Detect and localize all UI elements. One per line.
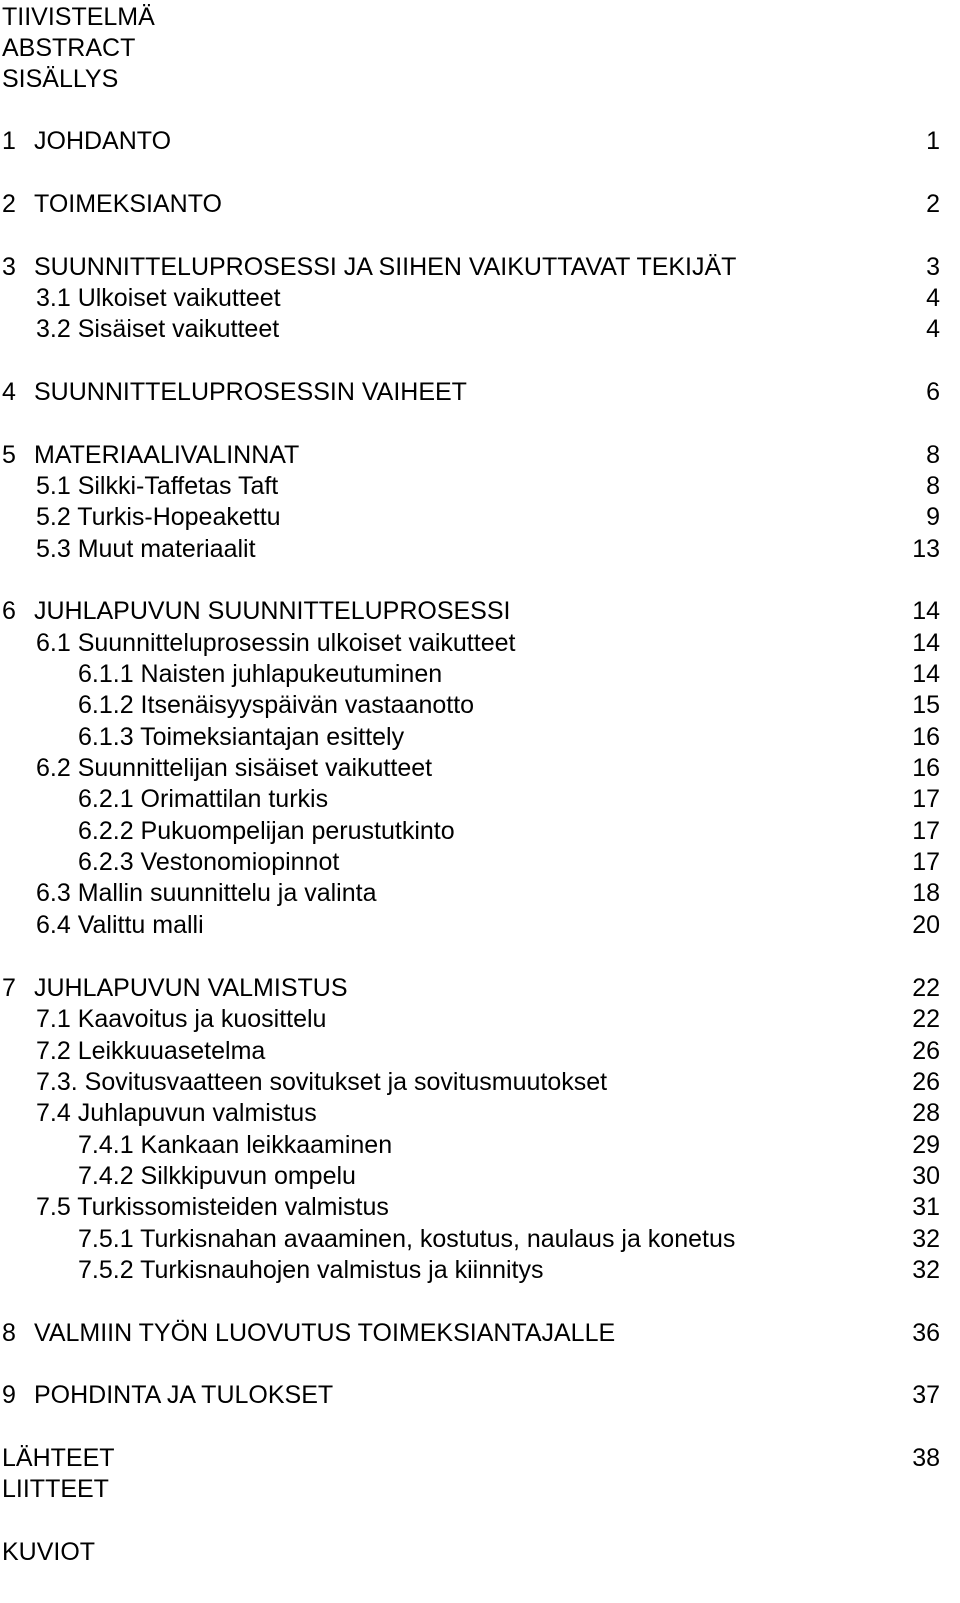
heading-appendices (0, 1472, 960, 1506)
toc-entry-label: 7.4.1 Kankaan leikkaaminen (78, 1131, 393, 1159)
toc-entry-2 (0, 187, 960, 221)
toc-entry-number: 3 (2, 253, 16, 281)
toc-entry-page: 9 (926, 503, 940, 531)
toc-entry-page: 1 (926, 127, 940, 155)
toc-entry-sources (0, 1441, 960, 1475)
toc-entry-label: 7.1 Kaavoitus ja kuosittelu (36, 1005, 327, 1033)
toc-entry-label: 6.1 Suunnitteluprosessin ulkoiset vaikutteet (36, 629, 516, 657)
toc-entry-label: 7.2 Leikkuuasetelma (36, 1037, 266, 1065)
toc-entry-label: 7.4 Juhlapuvun valmistus (36, 1099, 317, 1127)
toc-entry-page: 8 (926, 472, 940, 500)
toc-entry-5-2 (0, 500, 960, 534)
toc-entry-page: 4 (926, 315, 940, 343)
heading-abstract-en-text: ABSTRACT (2, 34, 136, 62)
toc-entry-page: 20 (912, 911, 940, 939)
toc-entry-title (2, 250, 736, 284)
toc-entry-7-1 (0, 1002, 960, 1036)
toc-entry-label: LÄHTEET (2, 1444, 115, 1472)
toc-entry-page: 17 (912, 785, 940, 813)
toc-entry-title (2, 1378, 333, 1412)
toc-entry-number: 5 (2, 441, 16, 469)
toc-entry-7-4-1 (0, 1128, 960, 1162)
toc-entry-label: JUHLAPUVUN SUUNNITTELUPROSESSI (34, 597, 511, 625)
toc-entry-6-1-1 (0, 657, 960, 691)
toc-entry-page: 6 (926, 378, 940, 406)
toc-entry-page: 15 (912, 691, 940, 719)
toc-entry-7-5-2 (0, 1253, 960, 1287)
toc-entry-label: VALMIIN TYÖN LUOVUTUS TOIMEKSIANTAJALLE (34, 1319, 616, 1347)
toc-entry-page: 18 (912, 879, 940, 907)
heading-figures-text: KUVIOT (2, 1538, 96, 1566)
toc-entry-label: 7.5 Turkissomisteiden valmistus (36, 1193, 389, 1221)
toc-entry-5-1 (0, 469, 960, 503)
toc-entry-page: 38 (912, 1444, 940, 1472)
toc-entry-page: 17 (912, 848, 940, 876)
toc-entry-7-2 (0, 1034, 960, 1068)
toc-entry-page: 14 (912, 597, 940, 625)
toc-entry-number: 9 (2, 1381, 16, 1409)
toc-entry-7-4 (0, 1096, 960, 1130)
toc-entry-page: 14 (912, 660, 940, 688)
toc-entry-title (2, 1316, 615, 1350)
toc-entry-9 (0, 1378, 960, 1412)
toc-entry-page: 8 (926, 441, 940, 469)
toc-entry-7-5 (0, 1190, 960, 1224)
toc-entry-number: 2 (2, 190, 16, 218)
toc-entry-label: 6.2.2 Pukuompelijan perustutkinto (78, 817, 455, 845)
toc-entry-6-2 (0, 751, 960, 785)
toc-entry-label: TOIMEKSIANTO (34, 190, 223, 218)
heading-figures (0, 1535, 960, 1569)
toc-entry-page: 16 (912, 723, 940, 751)
toc-entry-label: 6.4 Valittu malli (36, 911, 204, 939)
heading-abstract-fi (0, 0, 960, 34)
toc-entry-label: 6.1.1 Naisten juhlapukeutuminen (78, 660, 443, 688)
toc-entry-page: 2 (926, 190, 940, 218)
toc-entry-number: 8 (2, 1319, 16, 1347)
toc-entry-label: 5.2 Turkis-Hopeakettu (36, 503, 281, 531)
toc-entry-title (2, 438, 299, 472)
toc-entry-page: 13 (912, 535, 940, 563)
toc-entry-label: 5.1 Silkki-Taffetas Taft (36, 472, 279, 500)
toc-entry-number: 4 (2, 378, 16, 406)
toc-entry-page: 22 (912, 974, 940, 1002)
toc-entry-label: 6.2 Suunnittelijan sisäiset vaikutteet (36, 754, 433, 782)
toc-entry-7 (0, 971, 960, 1005)
toc-entry-title (2, 124, 171, 158)
toc-entry-6-4 (0, 908, 960, 942)
toc-entry-8 (0, 1316, 960, 1350)
toc-entry-page: 17 (912, 817, 940, 845)
toc-entry-label: JOHDANTO (34, 127, 172, 155)
toc-entry-label: 6.1.3 Toimeksiantajan esittely (78, 723, 405, 751)
toc-entry-3 (0, 250, 960, 284)
toc-entry-title (2, 594, 510, 628)
toc-entry-label: 7.3. Sovitusvaatteen sovitukset ja sovitusmuutokset (36, 1068, 608, 1096)
toc-entry-label: 5.3 Muut materiaalit (36, 535, 256, 563)
toc-entry-4 (0, 375, 960, 409)
heading-contents (0, 62, 960, 96)
toc-entry-page: 30 (912, 1162, 940, 1190)
toc-entry-6-1 (0, 626, 960, 660)
toc-entry-label: 7.4.2 Silkkipuvun ompelu (78, 1162, 356, 1190)
toc-entry-5-3 (0, 532, 960, 566)
toc-entry-label: JUHLAPUVUN VALMISTUS (34, 974, 348, 1002)
toc-entry-1 (0, 124, 960, 158)
toc-entry-page: 14 (912, 629, 940, 657)
toc-entry-6-1-2 (0, 688, 960, 722)
toc-entry-page: 22 (912, 1005, 940, 1033)
toc-entry-page: 37 (912, 1381, 940, 1409)
toc-entry-label: MATERIAALIVALINNAT (34, 441, 300, 469)
toc-entry-page: 3 (926, 253, 940, 281)
heading-appendices-text: LIITTEET (2, 1475, 109, 1503)
toc-entry-title (2, 375, 467, 409)
toc-entry-title (2, 187, 222, 221)
heading-abstract-fi-text: TIIVISTELMÄ (2, 3, 155, 31)
toc-entry-page: 31 (912, 1193, 940, 1221)
toc-entry-6-2-2 (0, 814, 960, 848)
toc-entry-label: 3.1 Ulkoiset vaikutteet (36, 284, 281, 312)
toc-entry-page: 26 (912, 1037, 940, 1065)
toc-entry-label: 6.1.2 Itsenäisyyspäivän vastaanotto (78, 691, 475, 719)
toc-entry-7-5-1 (0, 1222, 960, 1256)
toc-entry-6-3 (0, 876, 960, 910)
toc-entry-label: POHDINTA JA TULOKSET (34, 1381, 334, 1409)
toc-entry-label: 6.2.3 Vestonomiopinnot (78, 848, 340, 876)
toc-entry-6 (0, 594, 960, 628)
toc-entry-label: 7.5.2 Turkisnauhojen valmistus ja kiinnitys (78, 1256, 544, 1284)
toc-entry-title (2, 971, 348, 1005)
toc-entry-page: 26 (912, 1068, 940, 1096)
toc-entry-6-2-3 (0, 845, 960, 879)
toc-entry-5 (0, 438, 960, 472)
toc-entry-label: 6.3 Mallin suunnittelu ja valinta (36, 879, 377, 907)
toc-entry-number: 7 (2, 974, 16, 1002)
toc-entry-6-1-3 (0, 720, 960, 754)
toc-entry-6-2-1 (0, 782, 960, 816)
toc-entry-7-3 (0, 1065, 960, 1099)
toc-entry-label: SUUNNITTELUPROSESSI JA SIIHEN VAIKUTTAVAT TEKIJÄT (34, 253, 737, 281)
toc-entry-label: SUUNNITTELUPROSESSIN VAIHEET (34, 378, 467, 406)
toc-entry-page: 28 (912, 1099, 940, 1127)
toc-entry-label: 3.2 Sisäiset vaikutteet (36, 315, 280, 343)
toc-entry-page: 29 (912, 1131, 940, 1159)
toc-entry-page: 4 (926, 284, 940, 312)
toc-entry-page: 32 (912, 1256, 940, 1284)
toc-entry-3-1 (0, 281, 960, 315)
heading-contents-text: SISÄLLYS (2, 65, 119, 93)
toc-entry-3-2 (0, 312, 960, 346)
toc-entry-page: 32 (912, 1225, 940, 1253)
toc-entry-label: 6.2.1 Orimattilan turkis (78, 785, 329, 813)
heading-abstract-en (0, 31, 960, 65)
toc-entry-page: 36 (912, 1319, 940, 1347)
toc-entry-label: 7.5.1 Turkisnahan avaaminen, kostutus, naulaus ja konetus (78, 1225, 736, 1253)
toc-entry-page: 16 (912, 754, 940, 782)
toc-entry-number: 1 (2, 127, 16, 155)
toc-entry-number: 6 (2, 597, 16, 625)
toc-entry-7-4-2 (0, 1159, 960, 1193)
